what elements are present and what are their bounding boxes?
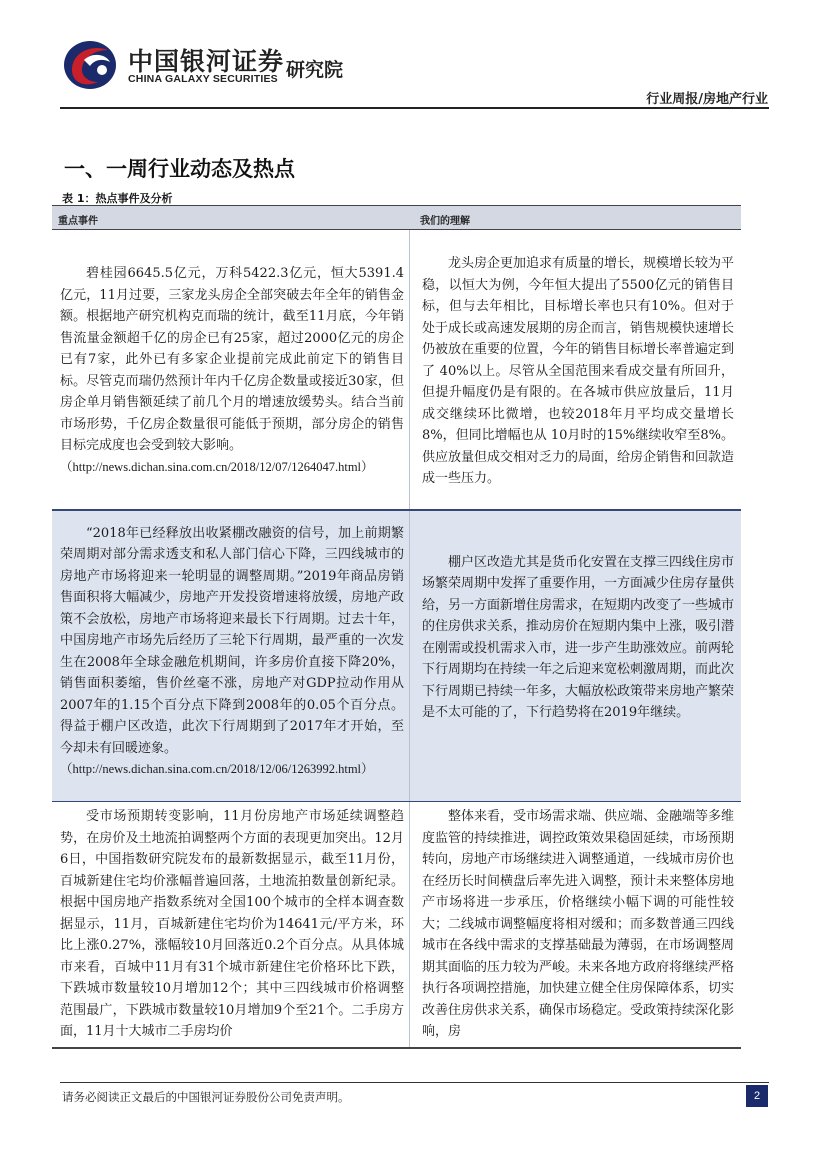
analysis-text: 龙头房企更加追求有质量的增长，规模增长较为平稳，以恒大为例，今年恒大提出了5500亿元的销售目标，但与去年相比，目标增长率也只有10%。但对于处于成长或高速发展期的房企而言，销售规模快速增长仍被放在重要的位置，今年的销售目标增长率普遍定到了 40%以上。尽管从全国范围来看成交量有所回升，但提升幅度仍是有限的。在各城市供应放量后，11月成交继续环比微增，也较2018年月平均成交量增长 8%，但同比增幅也从 10月时的15%继续收窄至8%。供应放量但成交相对乏力的局面，给房企销售和回款造成一些压力。 [422, 256, 735, 486]
event-cell [60, 806, 404, 1043]
report-header [62, 38, 768, 108]
report-type: 行业周报/房地产行业 [646, 92, 768, 107]
analysis-cell [422, 806, 734, 1043]
header-divider [60, 107, 769, 109]
institute-label: 研究院 [286, 59, 344, 81]
header-our-view: 我们的理解 [420, 216, 470, 227]
footer-divider [60, 1082, 769, 1083]
event-cell [60, 263, 404, 478]
header-key-events: 重点事件 [58, 216, 98, 227]
section-title: 一、一周行业动态及热点 [64, 157, 295, 181]
disclaimer-text: 请务必阅读正文最后的中国银河证券股份公司免责声明。 [62, 1090, 350, 1104]
column-divider [409, 230, 410, 509]
company-name-en: CHINA GALAXY SECURITIES [128, 73, 278, 85]
table-bottom-rule [52, 1047, 741, 1049]
source-link[interactable]: （http://news.dichan.sina.com.cn/2018/12/07/1264047.html） [60, 459, 374, 474]
column-divider [409, 802, 410, 1047]
analysis-text: 棚户区改造尤其是货币化安置在支撑三四线住房市场繁荣周期中发挥了重要作用，一方面减少住房存量供给，另一方面新增住房需求，在短期内改变了一些城市的住房供求关系，推动房价在短期内集中上涨，吸引潜在刚需或投机需求入市，进一步产生助涨效应。前两轮下行周期均在持续一年之后迎来宽松刺激周期，而此次下行周期已持续一年多，大幅放松政策带来房地产繁荣是不太可能的了，下行趋势将在2019年继续。 [422, 554, 735, 720]
analysis-text: 整体来看，受市场需求端、供应端、金融端等多维度监管的持续推进，调控政策效果稳固延续，市场预期转向，房地产市场继续进入调整通道，一线城市房价也在经历长时间横盘后率先进入调整，预计未来整体房地产市场将进一步承压，价格继续小幅下调的可能性较大；二线城市调整幅度将相对缓和；而多数普通三四线城市在各线中需求的支撑基础最为薄弱，在市场调整周期其面临的压力较为严峻。未来各地方政府将继续严格执行各项调控措施，加快建立健全住房保障体系，切实改善住房供求关系，确保市场稳定。受政策持续深化影响，房 [422, 809, 735, 1039]
event-cell [60, 523, 404, 781]
analysis-cell [422, 253, 734, 490]
column-divider [409, 511, 410, 801]
event-text: 受市场预期转变影响，11月份房地产市场延续调整趋势，在房价及土地流拍调整两个方面的表现更加突出。12月6日，中国指数研究院发布的最新数据显示，截至11月份，百城新建住宅均价涨幅普遍回落，土地流拍数量创新纪录。根据中国房地产指数系统对全国100个城市的全样本调查数据显示，11月，百城新建住宅均价为14641元/平方米，环比上涨0.27%，涨幅较10月回落近0.2个百分点。从具体城市来看，百城中11月有31个城市新建住宅价格环比下跌，下跌城市数量较10月增加12个；其中三四线城市价格调整范围最广，下跌城市数量较10月增加9个至21个。二手房方面，11月十大城市二手房均价 [60, 809, 404, 1039]
table-row [52, 230, 741, 509]
analysis-cell [422, 552, 734, 724]
company-name-cn: 中国银河证券 [128, 47, 285, 76]
table-row [52, 802, 741, 1047]
table-caption: 表 1：热点事件及分析 [62, 192, 173, 205]
event-text: 碧桂园6645.5亿元，万科5422.3亿元，恒大5391.4亿元，11月过要，三家龙头房企全部突破去年全年的销售金额。根据地产研究机构克而瑞的统计，截至11月底，今年销售流量金额超千亿的房企已有25家，超过2000亿元的房企已有7家，此外已有多家企业提前完成此前定下的销售目标。尽管克而瑞仍然预计年内千亿房企数量或接近30家，但房企单月销售额延续了前几个月的增速放缓势头。结合当前市场形势，千亿房企数量很可能低于预期，部分房企的销售目标完成度也会受到较大影响。 [60, 266, 404, 453]
page-number: 2 [746, 1085, 768, 1107]
table-row [52, 511, 741, 801]
event-text: “2018年已经释放出收紧棚改融资的信号，加上前期繁荣周期对部分需求透支和私人部门信心下降，三四线城市的房地产市场将迎来一轮明显的调整周期。”2019年商品房销售面积将大幅减少，房地产开发投资增速将放缓，房地产政策不会放松，房地产市场将迎来最长下行周期。过去十年，中国房地产市场先后经历了三轮下行周期，最严重的一次发生在2008年全球金融危机期间，许多房价直接下降20%，销售面积萎缩，售价丝毫不涨，房地产对GDP拉动作用从2007年的1.15个百分点下降到2008年的0.05个百分点。得益于棚户区改造，此次下行周期到了2017年才开始，至今却未有回暖迹象。 [60, 525, 404, 756]
table-header [52, 205, 741, 230]
source-link[interactable]: （http://news.dichan.sina.com.cn/2018/12/06/1263992.html） [60, 762, 374, 776]
galaxy-logo-icon [62, 38, 122, 92]
